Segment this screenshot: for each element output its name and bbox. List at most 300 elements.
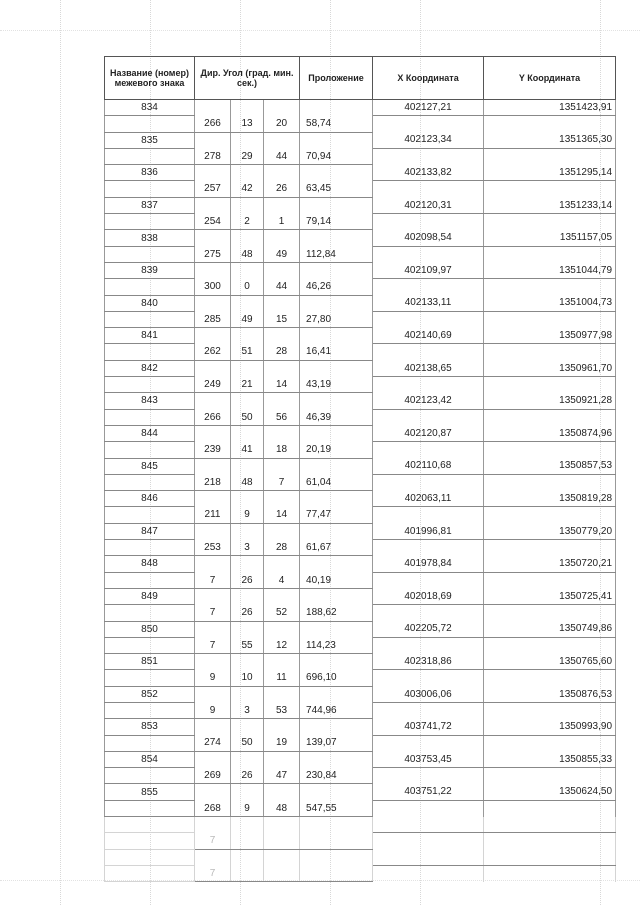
empty-cell xyxy=(105,865,195,881)
header-name: Название (номер) межевого знака xyxy=(105,57,195,100)
marker-name: 847 xyxy=(105,523,195,539)
marker-name: 852 xyxy=(105,686,195,702)
empty-cell xyxy=(264,686,300,702)
angle-minutes xyxy=(231,865,264,881)
empty-cell xyxy=(231,230,264,246)
marker-name: 836 xyxy=(105,165,195,181)
empty-cell xyxy=(373,442,484,458)
empty-cell xyxy=(231,165,264,181)
angle-degrees: 254 xyxy=(195,214,231,230)
point-row xyxy=(105,686,616,702)
segment-length: 188,62 xyxy=(300,605,373,621)
empty-cell xyxy=(231,588,264,604)
empty-cell xyxy=(231,654,264,670)
empty-cell xyxy=(373,833,484,849)
empty-cell xyxy=(195,849,231,865)
empty-cell xyxy=(264,393,300,409)
empty-cell xyxy=(105,833,195,849)
empty-cell xyxy=(195,751,231,767)
empty-cell xyxy=(105,442,195,458)
angle-seconds: 44 xyxy=(264,279,300,295)
angle-minutes: 48 xyxy=(231,474,264,490)
angle-seconds: 1 xyxy=(264,214,300,230)
empty-cell xyxy=(105,637,195,653)
empty-cell xyxy=(373,311,484,327)
point-row xyxy=(105,197,616,213)
point-row xyxy=(105,100,616,116)
segment-row xyxy=(105,279,616,295)
angle-seconds: 19 xyxy=(264,735,300,751)
empty-cell xyxy=(484,181,616,197)
empty-cell xyxy=(373,735,484,751)
angle-minutes: 41 xyxy=(231,442,264,458)
segment-length: 547,55 xyxy=(300,800,373,816)
empty-cell xyxy=(105,735,195,751)
empty-cell xyxy=(105,670,195,686)
empty-cell xyxy=(300,230,373,246)
angle-seconds: 14 xyxy=(264,507,300,523)
empty-cell xyxy=(195,165,231,181)
header-y: Y Координата xyxy=(484,57,616,100)
empty-cell xyxy=(484,702,616,718)
segment-length: 46,39 xyxy=(300,409,373,425)
point-row xyxy=(105,360,616,376)
segment-row xyxy=(105,409,616,425)
angle-minutes: 42 xyxy=(231,181,264,197)
segment-length: 58,74 xyxy=(300,116,373,132)
empty-cell xyxy=(484,214,616,230)
empty-cell xyxy=(264,425,300,441)
angle-degrees: 239 xyxy=(195,442,231,458)
header-length: Проложение xyxy=(300,57,373,100)
empty-cell xyxy=(231,784,264,800)
point-row xyxy=(105,817,616,833)
y-coordinate: 1350749,86 xyxy=(484,621,616,637)
empty-cell xyxy=(231,360,264,376)
empty-cell xyxy=(195,719,231,735)
segment-length: 16,41 xyxy=(300,344,373,360)
x-coordinate: 402120,87 xyxy=(373,425,484,441)
segment-row xyxy=(105,214,616,230)
segment-row xyxy=(105,605,616,621)
marker-name: 851 xyxy=(105,654,195,670)
marker-name: 834 xyxy=(105,100,195,116)
empty-cell xyxy=(195,360,231,376)
segment-length: 61,04 xyxy=(300,474,373,490)
empty-cell xyxy=(231,849,264,865)
angle-seconds: 11 xyxy=(264,670,300,686)
empty-cell xyxy=(484,246,616,262)
x-coordinate: 402063,11 xyxy=(373,491,484,507)
empty-cell xyxy=(105,474,195,490)
angle-seconds: 53 xyxy=(264,702,300,718)
segment-length: 27,80 xyxy=(300,311,373,327)
segment-length: 230,84 xyxy=(300,768,373,784)
empty-cell xyxy=(231,523,264,539)
angle-minutes: 2 xyxy=(231,214,264,230)
empty-cell xyxy=(484,735,616,751)
angle-minutes: 48 xyxy=(231,246,264,262)
angle-seconds xyxy=(264,833,300,849)
point-row xyxy=(105,393,616,409)
empty-cell xyxy=(484,865,616,881)
empty-cell xyxy=(300,100,373,116)
angle-degrees: 7 xyxy=(195,833,231,849)
angle-minutes: 26 xyxy=(231,605,264,621)
angle-minutes: 10 xyxy=(231,670,264,686)
angle-degrees: 269 xyxy=(195,768,231,784)
empty-cell xyxy=(300,360,373,376)
empty-cell xyxy=(195,621,231,637)
empty-cell xyxy=(300,262,373,278)
empty-cell xyxy=(373,279,484,295)
empty-cell xyxy=(300,165,373,181)
x-coordinate: 402110,68 xyxy=(373,458,484,474)
empty-cell xyxy=(105,181,195,197)
empty-cell xyxy=(484,116,616,132)
segment-length: 114,23 xyxy=(300,637,373,653)
angle-minutes: 0 xyxy=(231,279,264,295)
angle-seconds: 12 xyxy=(264,637,300,653)
empty-cell xyxy=(231,491,264,507)
empty-cell xyxy=(231,751,264,767)
y-coordinate xyxy=(484,849,616,865)
marker-name: 848 xyxy=(105,556,195,572)
x-coordinate: 403753,45 xyxy=(373,751,484,767)
empty-cell xyxy=(264,784,300,800)
empty-cell xyxy=(105,605,195,621)
angle-minutes: 21 xyxy=(231,377,264,393)
empty-cell xyxy=(231,458,264,474)
marker-name: 845 xyxy=(105,458,195,474)
empty-cell xyxy=(373,377,484,393)
angle-minutes: 49 xyxy=(231,311,264,327)
x-coordinate: 402127,21 xyxy=(373,100,484,116)
angle-seconds: 14 xyxy=(264,377,300,393)
angle-degrees: 278 xyxy=(195,148,231,164)
y-coordinate: 1350725,41 xyxy=(484,588,616,604)
empty-cell xyxy=(231,425,264,441)
segment-length: 43,19 xyxy=(300,377,373,393)
angle-seconds: 48 xyxy=(264,800,300,816)
boundary-coordinates-table xyxy=(104,56,616,882)
header-x: X Координата xyxy=(373,57,484,100)
empty-cell xyxy=(484,507,616,523)
segment-length: 40,19 xyxy=(300,572,373,588)
empty-cell xyxy=(105,800,195,816)
empty-cell xyxy=(264,262,300,278)
empty-cell xyxy=(264,165,300,181)
segment-row xyxy=(105,442,616,458)
y-coordinate xyxy=(484,817,616,833)
empty-cell xyxy=(264,654,300,670)
empty-cell xyxy=(105,768,195,784)
x-coordinate: 402133,82 xyxy=(373,165,484,181)
empty-cell xyxy=(231,556,264,572)
table-body xyxy=(105,100,616,882)
empty-cell xyxy=(105,507,195,523)
empty-cell xyxy=(195,393,231,409)
angle-seconds: 56 xyxy=(264,409,300,425)
angle-degrees: 211 xyxy=(195,507,231,523)
y-coordinate: 1350961,70 xyxy=(484,360,616,376)
empty-cell xyxy=(484,605,616,621)
x-coordinate: 403006,06 xyxy=(373,686,484,702)
point-row xyxy=(105,230,616,246)
y-coordinate: 1350855,33 xyxy=(484,751,616,767)
point-row xyxy=(105,588,616,604)
empty-cell xyxy=(373,409,484,425)
segment-length xyxy=(300,865,373,881)
empty-cell xyxy=(231,817,264,833)
empty-cell xyxy=(484,474,616,490)
y-coordinate: 1351295,14 xyxy=(484,165,616,181)
angle-degrees: 274 xyxy=(195,735,231,751)
angle-minutes: 9 xyxy=(231,800,264,816)
angle-minutes: 50 xyxy=(231,735,264,751)
angle-degrees: 9 xyxy=(195,702,231,718)
empty-cell xyxy=(300,719,373,735)
empty-cell xyxy=(373,768,484,784)
empty-cell xyxy=(264,197,300,213)
empty-cell xyxy=(195,588,231,604)
marker-name: 838 xyxy=(105,230,195,246)
angle-seconds: 28 xyxy=(264,344,300,360)
marker-name: 839 xyxy=(105,262,195,278)
empty-cell xyxy=(195,491,231,507)
segment-length: 20,19 xyxy=(300,442,373,458)
empty-cell xyxy=(231,686,264,702)
segment-row xyxy=(105,148,616,164)
empty-cell xyxy=(300,621,373,637)
empty-cell xyxy=(231,393,264,409)
empty-cell xyxy=(264,719,300,735)
empty-cell xyxy=(195,817,231,833)
empty-cell xyxy=(373,637,484,653)
empty-cell xyxy=(231,262,264,278)
segment-row xyxy=(105,572,616,588)
angle-degrees: 7 xyxy=(195,637,231,653)
empty-cell xyxy=(195,197,231,213)
point-row xyxy=(105,132,616,148)
point-row xyxy=(105,654,616,670)
angle-degrees: 253 xyxy=(195,540,231,556)
empty-cell xyxy=(300,197,373,213)
point-row xyxy=(105,849,616,865)
empty-cell xyxy=(373,116,484,132)
angle-minutes xyxy=(231,833,264,849)
empty-cell xyxy=(300,751,373,767)
empty-cell xyxy=(373,540,484,556)
segment-row xyxy=(105,377,616,393)
header-angle: Дир. Угол (град. мин. сек.) xyxy=(195,57,300,100)
angle-degrees: 300 xyxy=(195,279,231,295)
angle-seconds: 28 xyxy=(264,540,300,556)
y-coordinate: 1351233,14 xyxy=(484,197,616,213)
empty-cell xyxy=(300,328,373,344)
x-coordinate: 403741,72 xyxy=(373,719,484,735)
y-coordinate: 1351157,05 xyxy=(484,230,616,246)
angle-seconds: 47 xyxy=(264,768,300,784)
empty-cell xyxy=(264,817,300,833)
x-coordinate xyxy=(373,849,484,865)
empty-cell xyxy=(195,556,231,572)
angle-minutes: 55 xyxy=(231,637,264,653)
point-row xyxy=(105,751,616,767)
x-coordinate: 402018,69 xyxy=(373,588,484,604)
marker-name: 843 xyxy=(105,393,195,409)
empty-cell xyxy=(300,784,373,800)
empty-cell xyxy=(264,751,300,767)
empty-cell xyxy=(300,295,373,311)
empty-cell xyxy=(105,311,195,327)
segment-length: 77,47 xyxy=(300,507,373,523)
empty-cell xyxy=(195,295,231,311)
empty-cell xyxy=(484,344,616,360)
empty-cell xyxy=(264,556,300,572)
angle-minutes: 26 xyxy=(231,572,264,588)
angle-seconds: 52 xyxy=(264,605,300,621)
empty-cell xyxy=(195,230,231,246)
segment-row xyxy=(105,507,616,523)
empty-cell xyxy=(484,148,616,164)
empty-cell xyxy=(264,360,300,376)
marker-name xyxy=(105,849,195,865)
empty-cell xyxy=(264,849,300,865)
x-coordinate: 402123,42 xyxy=(373,393,484,409)
point-row xyxy=(105,328,616,344)
empty-cell xyxy=(105,116,195,132)
empty-cell xyxy=(195,132,231,148)
empty-cell xyxy=(373,670,484,686)
angle-seconds: 4 xyxy=(264,572,300,588)
empty-cell xyxy=(105,246,195,262)
x-coordinate: 402123,34 xyxy=(373,132,484,148)
point-row xyxy=(105,165,616,181)
empty-cell xyxy=(195,262,231,278)
empty-cell xyxy=(105,279,195,295)
segment-length: 46,26 xyxy=(300,279,373,295)
empty-cell xyxy=(300,491,373,507)
empty-cell xyxy=(105,572,195,588)
marker-name: 855 xyxy=(105,784,195,800)
segment-length: 79,14 xyxy=(300,214,373,230)
angle-minutes: 13 xyxy=(231,116,264,132)
angle-seconds: 7 xyxy=(264,474,300,490)
marker-name xyxy=(105,817,195,833)
point-row xyxy=(105,458,616,474)
x-coordinate: 402318,86 xyxy=(373,654,484,670)
angle-degrees: 275 xyxy=(195,246,231,262)
empty-cell xyxy=(105,540,195,556)
segment-length: 744,96 xyxy=(300,702,373,718)
angle-degrees: 266 xyxy=(195,409,231,425)
empty-cell xyxy=(300,393,373,409)
empty-cell xyxy=(300,654,373,670)
empty-cell xyxy=(105,344,195,360)
segment-row xyxy=(105,865,616,881)
segment-row xyxy=(105,800,616,816)
empty-cell xyxy=(373,246,484,262)
empty-cell xyxy=(264,295,300,311)
angle-degrees: 266 xyxy=(195,116,231,132)
empty-cell xyxy=(373,702,484,718)
angle-degrees: 249 xyxy=(195,377,231,393)
x-coordinate: 402140,69 xyxy=(373,328,484,344)
segment-row xyxy=(105,735,616,751)
empty-cell xyxy=(195,458,231,474)
angle-minutes: 9 xyxy=(231,507,264,523)
x-coordinate: 401978,84 xyxy=(373,556,484,572)
segment-length xyxy=(300,833,373,849)
y-coordinate: 1350857,53 xyxy=(484,458,616,474)
marker-name: 844 xyxy=(105,425,195,441)
empty-cell xyxy=(105,409,195,425)
empty-cell xyxy=(264,328,300,344)
empty-cell xyxy=(231,621,264,637)
segment-row xyxy=(105,540,616,556)
segment-row xyxy=(105,344,616,360)
empty-cell xyxy=(300,132,373,148)
angle-seconds: 26 xyxy=(264,181,300,197)
segment-length: 70,94 xyxy=(300,148,373,164)
empty-cell xyxy=(264,132,300,148)
y-coordinate: 1351004,73 xyxy=(484,295,616,311)
segment-row xyxy=(105,116,616,132)
empty-cell xyxy=(195,784,231,800)
segment-row xyxy=(105,246,616,262)
angle-degrees: 262 xyxy=(195,344,231,360)
empty-cell xyxy=(231,719,264,735)
y-coordinate: 1350765,60 xyxy=(484,654,616,670)
empty-cell xyxy=(105,148,195,164)
marker-name: 846 xyxy=(105,491,195,507)
empty-cell xyxy=(195,425,231,441)
empty-cell xyxy=(195,328,231,344)
marker-name: 850 xyxy=(105,621,195,637)
empty-cell xyxy=(264,621,300,637)
y-coordinate: 1351423,91 xyxy=(484,100,616,116)
segment-row xyxy=(105,702,616,718)
empty-cell xyxy=(231,197,264,213)
segment-length: 139,07 xyxy=(300,735,373,751)
empty-cell xyxy=(195,654,231,670)
empty-cell xyxy=(231,295,264,311)
segment-length: 112,84 xyxy=(300,246,373,262)
point-row xyxy=(105,425,616,441)
x-coordinate: 402120,31 xyxy=(373,197,484,213)
angle-degrees: 257 xyxy=(195,181,231,197)
point-row xyxy=(105,719,616,735)
segment-row xyxy=(105,833,616,849)
empty-cell xyxy=(484,637,616,653)
empty-cell xyxy=(484,279,616,295)
marker-name: 841 xyxy=(105,328,195,344)
angle-seconds: 18 xyxy=(264,442,300,458)
y-coordinate: 1350720,21 xyxy=(484,556,616,572)
empty-cell xyxy=(484,572,616,588)
angle-seconds: 44 xyxy=(264,148,300,164)
empty-cell xyxy=(373,507,484,523)
empty-cell xyxy=(264,588,300,604)
marker-name: 849 xyxy=(105,588,195,604)
empty-cell xyxy=(231,328,264,344)
angle-seconds: 49 xyxy=(264,246,300,262)
segment-length: 63,45 xyxy=(300,181,373,197)
x-coordinate: 401996,81 xyxy=(373,523,484,539)
y-coordinate: 1350819,28 xyxy=(484,491,616,507)
empty-cell xyxy=(105,702,195,718)
